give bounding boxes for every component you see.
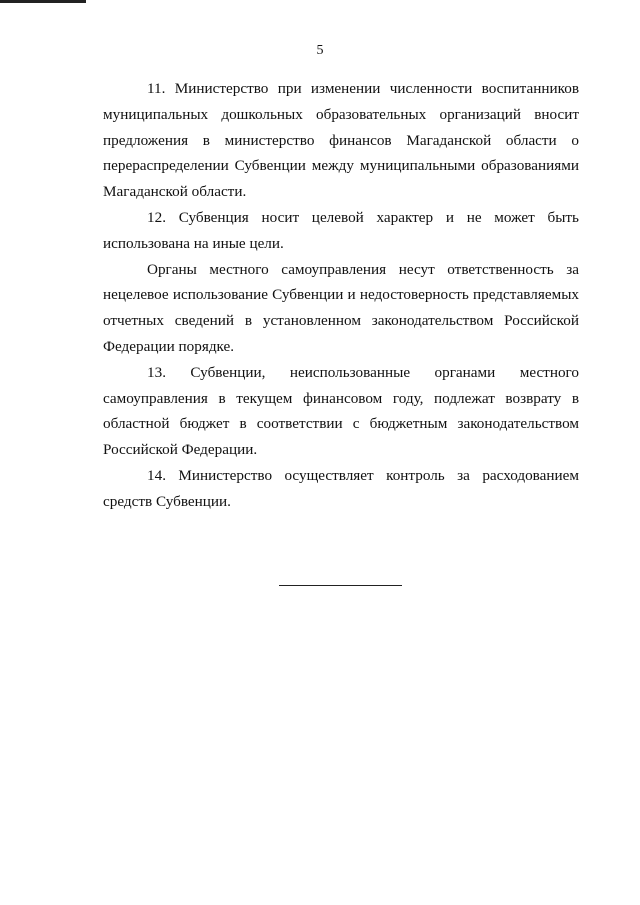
paragraph-12: 12. Субвенция носит целевой характер и не может быть использована на иные цели. [103, 208, 579, 252]
top-edge-rule [0, 0, 86, 3]
page-number: 5 [316, 43, 324, 58]
paragraph-14: 14. Министерство осуществляет контроль за расходованием средств Субвенции. [103, 466, 579, 510]
paragraph-13: 13. Субвенции, неиспользованные органами местного самоуправления в текущем финансовом году, подлежат возврату в областной бюджет в соответствии с бюджетным законодательством Российской Федерации. [103, 363, 579, 459]
paragraph-11: 11. Министерство при изменении численности воспитанников муниципальных дошкольных образовательных организаций вносит предложения в министерство финансов Магаданской области о перераспределении Субвенции между муниципальными образованиями Магаданской области. [103, 80, 579, 201]
document-body [103, 76, 579, 515]
paragraph-responsibility: Органы местного самоуправления несут ответственность за нецелевое использование Субвенции и недостоверность представляемых отчетных сведений в установленном законодательством Российской Федерации порядке. [103, 260, 579, 355]
closing-divider [279, 585, 402, 586]
